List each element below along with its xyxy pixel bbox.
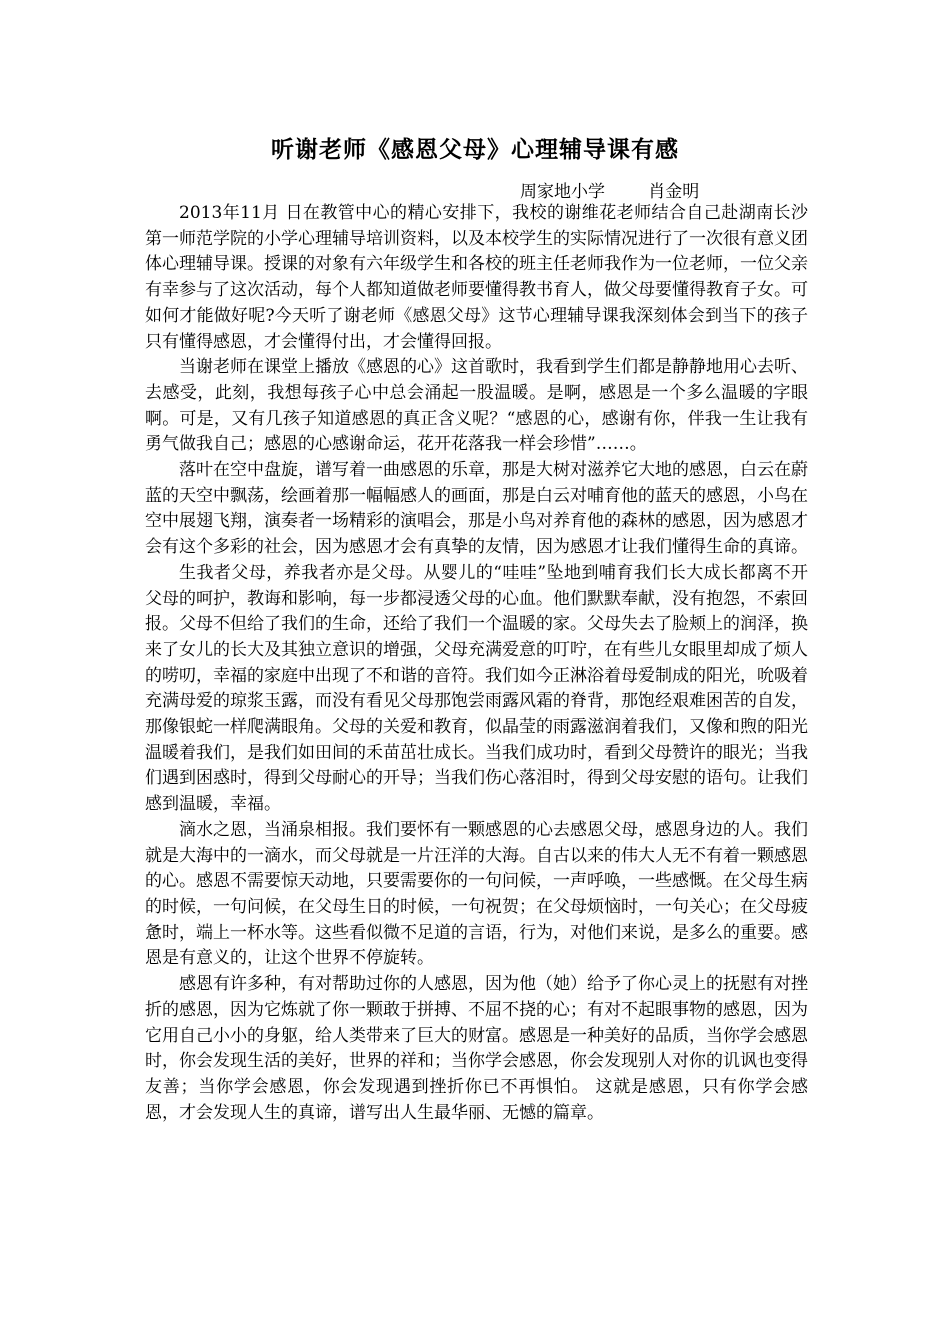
paragraph: 感恩有许多种，有对帮助过你的人感恩，因为他（她）给予了你心灵上的抚慰有对挫折的感恩，因为它炼就了你一颗敢于拼搏、不屈不挠的心；有对不起眼事物的感恩，因为它用自己小小的身躯，给人类带来了巨大的财富。感恩是一种美好的品质，当你学会感恩时，你会发现生活的美好，世界的祥和；当你学会感恩，你会发现别人对你的讥讽也变得友善；当你学会感恩，你会发现遇到挫折你已不再惧怕。 这就是感恩，只有你学会感恩，才会发现人生的真谛，谱写出人生最华丽、无憾的篇章。 — [145, 974, 808, 1123]
paragraph: 落叶在空中盘旋，谱写着一曲感恩的乐章，那是大树对滋养它大地的感恩，白云在蔚蓝的天空中飘荡，绘画着那一幅幅感人的画面，那是白云对哺育他的蓝天的感恩，小鸟在空中展翅飞翔，演奏者一场精彩的演唱会，那是小鸟对养育他的森林的感恩，因为感恩才会有这个多彩的社会，因为感恩才会有真挚的友情，因为感恩才让我们懂得生命的真谛。 — [145, 460, 808, 558]
document-body — [145, 201, 808, 1126]
document-title: 听谢老师《感恩父母》心理辅导课有感 — [271, 137, 679, 163]
author-byline: 周家地小学 肖金明 — [520, 182, 700, 202]
paragraph: 当谢老师在课堂上播放《感恩的心》这首歌时，我看到学生们都是静静地用心去听、去感受，此刻，我想每孩子心中总会涌起一股温暖。是啊，感恩是一个多么温暖的字眼啊。可是，又有几孩子知道感恩的真正含义呢？“感恩的心，感谢有你，伴我一生让我有勇气做我自己；感恩的心感谢命运，花开花落我一样会珍惜”……。 — [145, 357, 808, 455]
paragraph: 2013年11月 日在教管中心的精心安排下，我校的谢维花老师结合自己赴湖南长沙第一师范学院的小学心理辅导培训资料，以及本校学生的实际情况进行了一次很有意义团体心理辅导课。授课的对象有六年级学生和各校的班主任老师我作为一位老师，一位父亲有幸参与了这次活动，每个人都知道做老师要懂得教书育人，做父母要懂得教育子女。可如何才能做好呢?今天听了谢老师《感恩父母》这节心理辅导课我深刻体会到当下的孩子只有懂得感恩，才会懂得付出，才会懂得回报。 — [145, 203, 808, 352]
paragraph: 滴水之恩，当涌泉相报。我们要怀有一颗感恩的心去感恩父母，感恩身边的人。我们就是大海中的一滴水，而父母就是一片汪洋的大海。自古以来的伟大人无不有着一颗感恩的心。感恩不需要惊天动地，只要需要你的一句问候，一声呼唤，一些感慨。在父母生病的时候，一句问候，在父母生日的时候，一句祝贺；在父母烦恼时，一句关心；在父母疲惫时，端上一杯水等。这些看似微不足道的言语，行为，对他们来说，是多么的重要。感恩是有意义的，让这个世界不停旋转。 — [145, 819, 808, 969]
paragraph: 生我者父母，养我者亦是父母。从婴儿的“哇哇”坠地到哺育我们长大成长都离不开父母的呵护，教诲和影响，每一步都浸透父母的心血。他们默默奉献，没有抱怨，不索回报。父母不但给了我们的生命，还给了我们一个温暖的家。父母失去了脸颊上的润泽，换来了女儿的长大及其独立意识的增强，父母充满爱意的叮咛，在有些儿女眼里却成了烦人的唠叨，幸福的家庭中出现了不和谐的音符。我们如今正淋浴着母爱制成的阳光，吮吸着充满母爱的琼浆玉露，而没有看见父母那饱尝雨露风霜的脊背，那饱经艰难困苦的自发，那像银蛇一样爬满眼角。父母的关爱和教育，似晶莹的雨露滋润着我们，又像和煦的阳光温暖着我们，是我们如田间的禾苗茁壮成长。当我们成功时，看到父母赞许的眼光；当我们遇到困惑时，得到父母耐心的开导；当我们伤心落泪时，得到父母安慰的语句。让我们感到温暖，幸福。 — [145, 562, 808, 815]
